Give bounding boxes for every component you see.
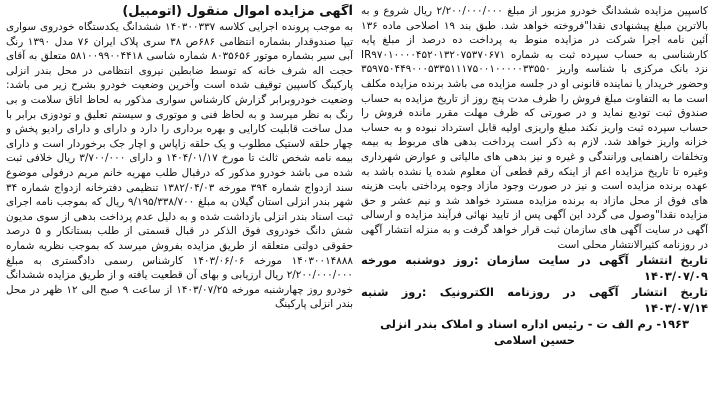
notice-right-column [6,4,353,410]
notice-body-right: به موجب پرونده اجرایی کلاسه ۱۴۰۳۰۰۳۳۷ ششدانگ یکدستگاه خودروی سواری تیپا صندوقدار بشماره انتظامی ۶۸۶ص ۳۸ سری پلاک ایران ۷۶ مدل ۱۳۹۰ رنگ آبی سیر بشماره موتور ۸۰۳۵۶۵۶ شماره شاسی ۵۸۱۰۰۹۹۰۰۴۴۱۸ متعلق به آقای حجت اله شرف خانه که توسط ضابطین نیروی انتظامی در محل بندر انزلی پارکینگ کاسپین توقیف شده است وآخرین وضعیت خودرو بشرح زیر می باشد: وضعیت خودروبرابر گزارش کارشناس سواری مذکور به لحاظ اتاق سلامت و بی رنگ به نظر میرسد و به لحاظ فنی و موتوری و سیستم تعلیق و تودوزی برابر با مدل ساخت قابلیت کارایی و بهره برداری را دارد و دارای و دارای رادیو پخش و چهار حلقه لاستیک مطلوب و یک حلقه زاپاس و اچار جک برخوردار است و دارای بیمه نامه شخص ثالث تا مورخ ۱۴۰۴/۰۱/۱۷ و دارای ۳/۷۰۰/۰۰۰ ریال خلافی ثبت شده می باشد خودرو مذکور که درقبال طلب مهریه خانم مریم درفولی موضوع سند ازدواج شماره ۳۹۴ مورخه ۱۳۸۲/۰۴/۰۳ تنظیمی دفترخانه ازدواج شماره ۳۴ شهر بندر انزلی استان گیلان به مبلغ ۹/۱۹۵/۳۳۸/۷۰۰ ریال که بموجب نامه اجرای ثبت اسناد بندر انزلی بازداشت شده و به دلیل عدم پرداخت بدهی از سوی مدیون شش دانگ خودروی فوق الذکر در قبال قسمتی از طلب بستانکار و ۵ درصد حقوقی دولتی متعلقه از طریق مزایده بفروش میرسد که بموجب نظریه شماره ۱۴۰۳۰۰۱۴۸۸۸ مورخه ۱۴۰۳/۰۶/۰۶ کارشناس رسمی دادگستری به مبلغ ۲/۲۰۰/۰۰۰/۰۰۰ ریال ارزیابی و بهای آن قطعیت یافته و از طریق مزایده ششدانگ خودرو روز چهارشنبه مورخه ۱۴۰۳/۰۷/۲۵ از ساعت ۹ صبح الی ۱۲ ظهر در محل بندر انزلی پارکینگ [6,21,353,311]
signer-name: حسین اسلامی [494,333,575,348]
publish-date-newspaper: تاریخ انتشار آگهی در روزنامه الکترونیک :روز شنبه ۱۴۰۳/۰۷/۱۴ [361,285,708,316]
notice-title: آگهی مزایده اموال منقول (اتومبیل) [122,4,353,19]
notice-left-column [361,4,708,410]
signature-line: ۱۹۶۳- رم الف ت - رئیس اداره اسناد و املاک بندر انزلی [380,317,689,332]
notice-body-left: کاسپین مزایده ششدانگ خودرو مزبور از مبلغ ۲/۲۰۰/۰۰۰/۰۰۰ ریال شروع و به بالاترین مبلغ پیشنهادی نقدا"فروخته خواهد شد. طبق بند ۱۹ اصلاحی ماده ۱۳۶ آئین نامه اجرا شرکت در مزایده منوط به پرداخت ده درصد از مبلغ پایه کارشناسی به حساب سپرده ثبت به شماره IR۹۷۰۱۰۰۰۰۴۵۲۰۱۳۲۰۷۵۳۷۰۶۷۱ نزد بانک مرکزی با شناسه واریز ۳۵۹۷۵۰۴۴۹۰۰۰۵۳۳۵۱۱۱۷۵۰۰۱۰۰۰۰۰۳۳۵۵۰ وحضور خریدار یا نماینده قانونی او در جلسه مزایده می باشد برنده مزایده مکلف است ما به التفاوت مبلغ فروش را ظرف مدت پنج روز از تاریخ مزایده به حساب صندوق ثبت تودیع نماید و در صورتی که ظرف مهلت مقرر مانده فروش را حساب سپرده ثبت واریز نکند مبلغ واریزی اولیه قابل استرداد نبوده و به حساب خزانه واریز خواهد شد. لازم به ذکر است پرداخت بدهی های مربوط به بیمه وتخلفات راهنمایی ورانندگی و غیره و نیز بدهی های مالیاتی و عوارض شهرداری وغیره تا تاریخ مزایده اعم از اینکه رقم قطعی آن معلوم شده یا نشده باشد به عهده برنده مزایده است و نیز در صورت وجود مازاد وجوه پرداختی بابت هزینه های فوق از محل مازاد به برنده مزایده مسترد خواهد شد و نیم عشر و حق مزایده نقدا"وصول می گردد این آگهی پس از تایید نهائی فرآیند مزایده و ارسالی آگهی در سایت آگهی های سازمان ثبت قرار خواهد گرفت و به منزله انتشار آگهی در روزنامه کثیرالانتشار محلی است [361,5,708,251]
publish-date-site: تاریخ انتشار آگهی در سایت سازمان :روز دوشنبه مورخه ۱۴۰۳/۰۷/۰۹ [361,253,708,284]
